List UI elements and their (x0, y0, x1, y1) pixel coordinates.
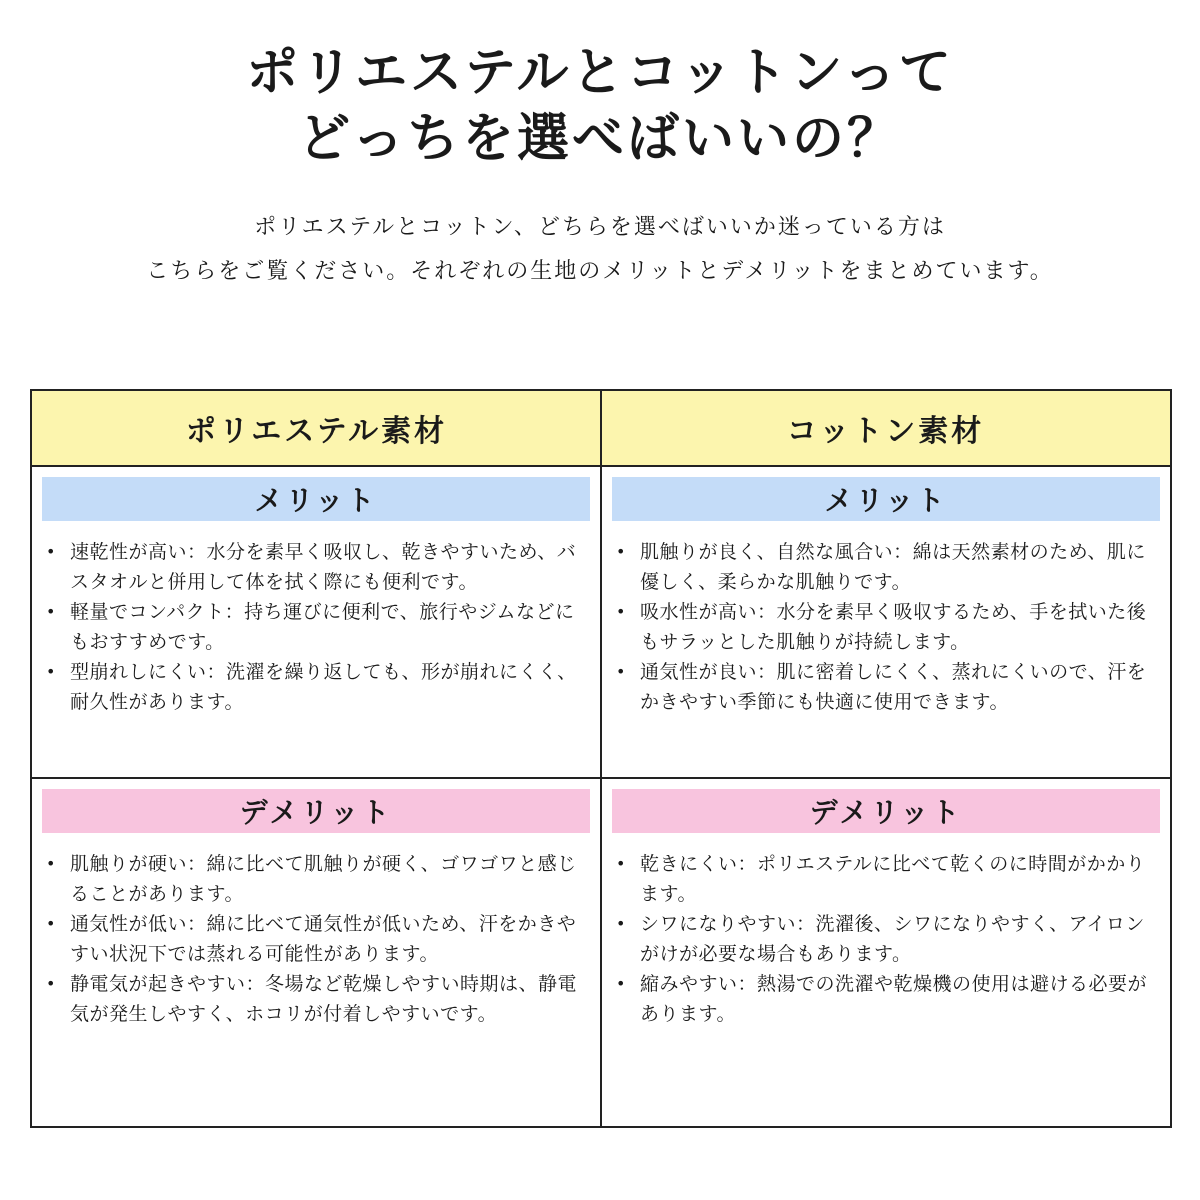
list-item: • 通気性が低い：綿に比べて通気性が低いため、汗をかきやすい状況下では蒸れる可能性があります。 (44, 909, 594, 969)
list-item: • 通気性が良い：肌に密着しにくく、蒸れにくいので、汗をかきやすい季節にも快適に使用できます。 (614, 657, 1164, 717)
polyester-demerit-cell (32, 779, 601, 1126)
polyester-merit-cell (32, 467, 601, 777)
polyester-demerit-label: デメリット (42, 789, 590, 833)
list-item: • 乾きにくい：ポリエステルに比べて乾くのに時間がかかります。 (614, 849, 1164, 909)
list-item: • 軽量でコンパクト：持ち運びに便利で、旅行やジムなどにもおすすめです。 (44, 597, 594, 657)
cotton-header: コットン素材 (786, 414, 985, 449)
list-item: • 肌触りが硬い：綿に比べて肌触りが硬く、ゴワゴワと感じることがあります。 (44, 849, 594, 909)
comparison-table (30, 389, 1172, 1128)
list-item: • シワになりやすい：洗濯後、シワになりやすく、アイロンがけが必要な場合もあります。 (614, 909, 1164, 969)
polyester-header: ポリエステル素材 (185, 414, 448, 449)
list-item: • 静電気が起きやすい：冬場など乾燥しやすい時期は、静電気が発生しやすく、ホコリが付着しやすいです。 (44, 969, 594, 1029)
polyester-merit-label: メリット (42, 477, 590, 521)
polyester-demerit-list (44, 849, 594, 1029)
cotton-merit-list (614, 537, 1164, 717)
list-item: • 速乾性が高い：水分を素早く吸収し、乾きやすいため、バスタオルと併用して体を拭く際にも便利です。 (44, 537, 594, 597)
headline-line-2: どっちを選べばいいの？ (298, 109, 902, 169)
cotton-merit-label: メリット (612, 477, 1160, 521)
intro-line-2: こちらをご覧ください。それぞれの生地のメリットとデメリットをまとめています。 (146, 259, 1054, 284)
headline (0, 40, 1200, 172)
headline-line-1: ポリエステルとコットンって (246, 43, 954, 103)
polyester-merit-list (44, 537, 594, 717)
list-item: • 吸水性が高い：水分を素早く吸収するため、手を拭いた後もサラッとした肌触りが持続します。 (614, 597, 1164, 657)
list-item: • 型崩れしにくい：洗濯を繰り返しても、形が崩れにくく、耐久性があります。 (44, 657, 594, 717)
list-item: • 縮みやすい：熱湯での洗濯や乾燥機の使用は避ける必要があります。 (614, 969, 1164, 1029)
cotton-demerit-list (614, 849, 1164, 1029)
intro-text (0, 206, 1200, 294)
list-item: • 肌触りが良く、自然な風合い：綿は天然素材のため、肌に優しく、柔らかな肌触りです。 (614, 537, 1164, 597)
intro-line-1: ポリエステルとコットン、どちらを選べばいいか迷っている方は (254, 215, 946, 240)
cotton-demerit-cell (602, 779, 1171, 1126)
cotton-merit-cell (602, 467, 1171, 777)
cotton-demerit-label: デメリット (612, 789, 1160, 833)
